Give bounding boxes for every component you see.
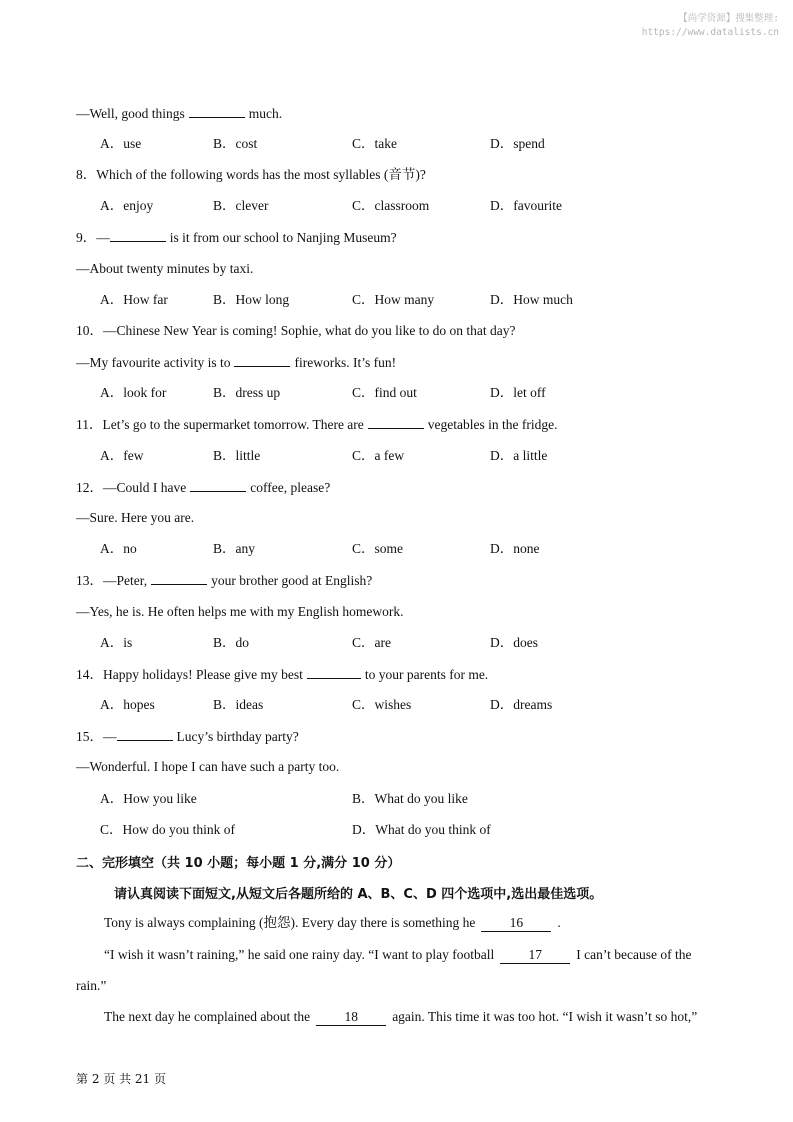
q14-option-c[interactable]: C．wishes <box>352 697 412 712</box>
q10-option-b[interactable]: B．dress up <box>213 385 281 400</box>
q15-reply: —Wonderful. I hope I can have such a party too. <box>76 759 340 774</box>
q14-option-b[interactable]: B．ideas <box>213 697 264 712</box>
q11-question: 11．Let’s go to the supermarket tomorrow. There are vegetables in the fridge. <box>76 417 558 432</box>
q11-option-a[interactable]: A．few <box>100 448 144 463</box>
section-heading: 二、完形填空（共 10 小题；每小题 1 分,满分 10 分） <box>76 856 401 871</box>
q9-option-b[interactable]: B．How long <box>213 292 290 307</box>
answer-blank[interactable] <box>117 727 173 741</box>
q10-reply: —My favourite activity is to fireworks. It’s fun! <box>76 355 397 370</box>
answer-blank[interactable] <box>234 353 290 367</box>
q14-option-d[interactable]: D．dreams <box>490 697 553 712</box>
q11-option-b[interactable]: B．little <box>213 448 261 463</box>
answer-blank[interactable] <box>151 571 207 585</box>
q7-option-b[interactable]: B．cost <box>213 136 258 151</box>
q15-question: 15．— Lucy’s birthday party? <box>76 729 299 744</box>
passage-paragraph-2-cont: rain.” <box>76 978 107 993</box>
q12-reply: —Sure. Here you are. <box>76 510 195 525</box>
q12-option-b[interactable]: B．any <box>213 541 255 556</box>
q9-question: 9．— is it from our school to Nanjing Museum? <box>76 230 397 245</box>
q8-option-c[interactable]: C．classroom <box>352 198 430 213</box>
q15-option-a[interactable]: A．How you like <box>100 791 197 806</box>
q8-option-a[interactable]: A．enjoy <box>100 198 154 213</box>
answer-blank[interactable] <box>307 665 361 679</box>
q7-option-c[interactable]: C．take <box>352 136 397 151</box>
answer-blank[interactable] <box>110 228 166 242</box>
watermark-line-1: 【尚学资源】搜集整理: <box>678 13 779 24</box>
q7-option-a[interactable]: A．use <box>100 136 142 151</box>
q13-option-b[interactable]: B．do <box>213 635 250 650</box>
q10-option-a[interactable]: A．look for <box>100 385 167 400</box>
cloze-blank-18[interactable]: 18 <box>316 1009 386 1026</box>
q13-option-a[interactable]: A．is <box>100 635 133 650</box>
q8-option-d[interactable]: D．favourite <box>490 198 562 213</box>
watermark <box>642 12 779 40</box>
q13-question: 13．—Peter, your brother good at English? <box>76 573 373 588</box>
cloze-blank-16[interactable]: 16 <box>481 915 551 932</box>
q9-option-a[interactable]: A．How far <box>100 292 168 307</box>
q14-option-a[interactable]: A．hopes <box>100 697 155 712</box>
cloze-blank-17[interactable]: 17 <box>500 947 570 964</box>
q12-option-c[interactable]: C．some <box>352 541 404 556</box>
q13-option-d[interactable]: D．does <box>490 635 538 650</box>
answer-blank[interactable] <box>189 104 245 118</box>
watermark-url: https://www.datalists.cn <box>641 27 779 38</box>
passage-paragraph-1: Tony is always complaining (抱怨). Every day there is something he 16 . <box>104 915 561 930</box>
q15-option-b[interactable]: B．What do you like <box>352 791 468 806</box>
q7-option-d[interactable]: D．spend <box>490 136 545 151</box>
q12-question: 12．—Could I have coffee, please? <box>76 480 331 495</box>
q10-option-c[interactable]: C．find out <box>352 385 417 400</box>
q11-option-c[interactable]: C．a few <box>352 448 405 463</box>
q9-reply: —About twenty minutes by taxi. <box>76 261 254 276</box>
q13-option-c[interactable]: C．are <box>352 635 391 650</box>
q12-option-a[interactable]: A．no <box>100 541 137 556</box>
q11-option-d[interactable]: D．a little <box>490 448 548 463</box>
q13-reply: —Yes, he is. He often helps me with my English homework. <box>76 604 404 619</box>
q10-question: 10．—Chinese New Year is coming! Sophie, what do you like to do on that day? <box>76 323 516 338</box>
passage-paragraph-3: The next day he complained about the 18 again. This time it was too hot. “I wish it wasn’t so hot,” <box>104 1009 698 1024</box>
q12-option-d[interactable]: D．none <box>490 541 540 556</box>
q15-option-c[interactable]: C．How do you think of <box>100 822 235 837</box>
q15-option-d[interactable]: D．What do you think of <box>352 822 491 837</box>
q10-option-d[interactable]: D．let off <box>490 385 546 400</box>
passage-paragraph-2: “I wish it wasn’t raining,” he said one rainy day. “I want to play football 17 I can’t because of the <box>104 947 692 962</box>
answer-blank[interactable] <box>368 415 424 429</box>
q9-option-c[interactable]: C．How many <box>352 292 435 307</box>
q8-question: 8．Which of the following words has the most syllables (音节)? <box>76 167 426 182</box>
q9-option-d[interactable]: D．How much <box>490 292 573 307</box>
page-footer: 第 2 页 共 21 页 <box>76 1072 166 1086</box>
section-instruction: 请认真阅读下面短文,从短文后各题所给的 A、B、C、D 四个选项中,选出最佳选项。 <box>114 887 603 902</box>
q7-prompt: —Well, good things much. <box>76 106 283 121</box>
q14-question: 14．Happy holidays! Please give my best to your parents for me. <box>76 667 489 682</box>
answer-blank[interactable] <box>190 478 246 492</box>
q8-option-b[interactable]: B．clever <box>213 198 269 213</box>
